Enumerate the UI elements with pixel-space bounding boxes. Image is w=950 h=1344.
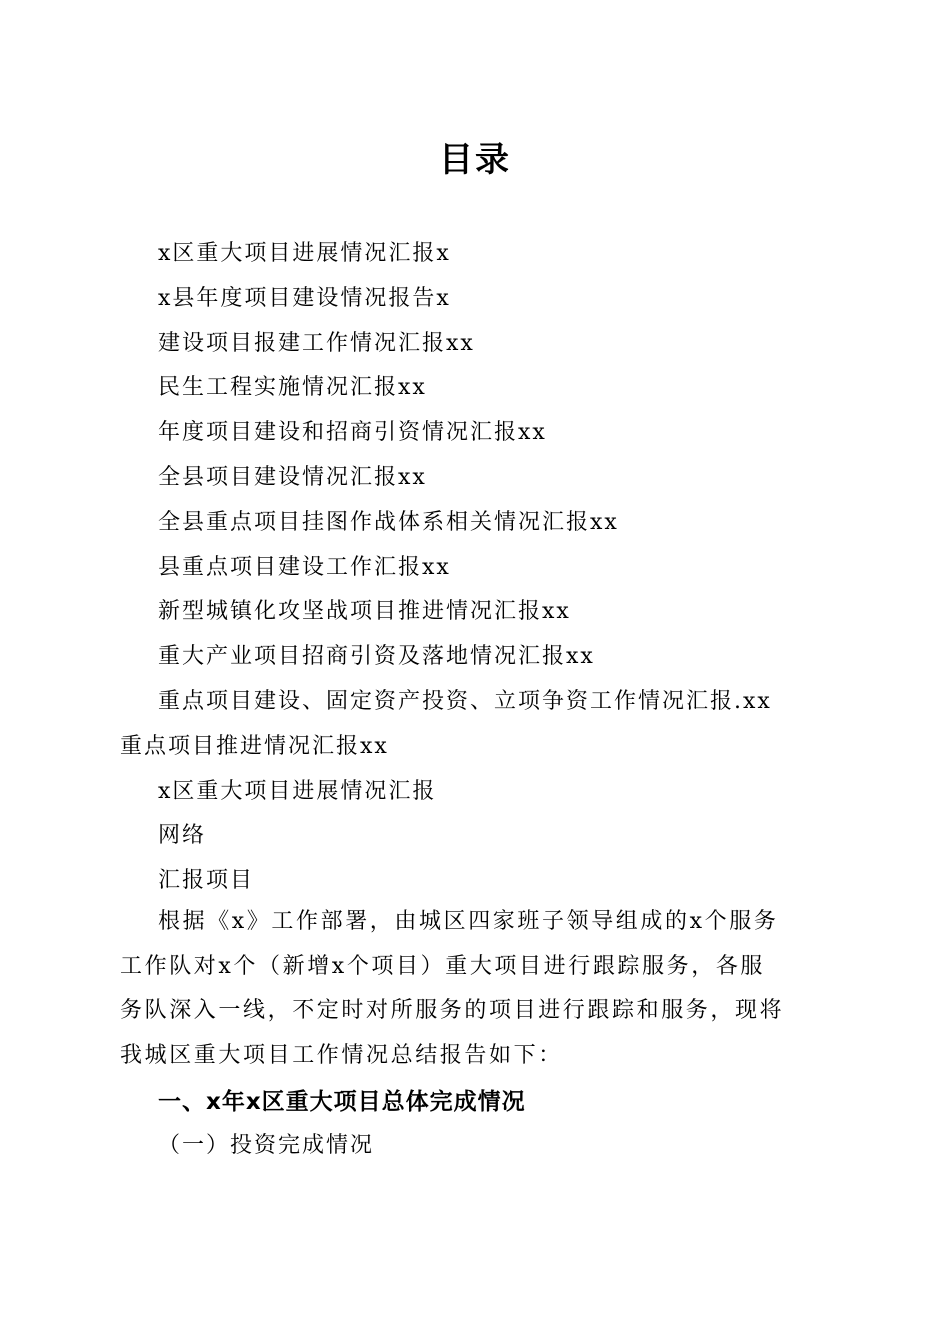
toc-entry: 重点项目建设、固定资产投资、立项争资工作情况汇报.xx xyxy=(158,688,772,714)
toc-entry: 民生工程实施情况汇报xx xyxy=(158,375,427,401)
toc-entry: x区重大项目进展情况汇报 xyxy=(158,778,437,804)
toc-entry: 全县重点项目挂图作战体系相关情况汇报xx xyxy=(158,509,619,535)
toc-entry: 县重点项目建设工作汇报xx xyxy=(158,554,451,580)
section-heading: 一、x年x区重大项目总体完成情况 xyxy=(158,1089,526,1115)
toc-entry: 建设项目报建工作情况汇报xx xyxy=(158,330,475,356)
toc-entry: 新型城镇化攻坚战项目推进情况汇报xx xyxy=(158,599,571,625)
toc-entry: x县年度项目建设情况报告x xyxy=(158,285,451,311)
paragraph-line: 我城区重大项目工作情况总结报告如下： xyxy=(120,1042,563,1068)
toc-entry: 汇报项目 xyxy=(158,868,255,894)
toc-entry: x区重大项目进展情况汇报x xyxy=(158,241,451,266)
toc-entry: 全县项目建设情况汇报xx xyxy=(158,464,427,490)
paragraph-line: 工作队对x个（新增x个项目）重大项目进行跟踪服务，各服 xyxy=(120,953,766,979)
paragraph-line: 根据《x》工作部署，由城区四家班子领导组成的x个服务 xyxy=(158,909,779,934)
page-title: 目录 xyxy=(439,140,511,180)
toc-entry: 网络 xyxy=(158,823,207,849)
subsection-heading: （一）投资完成情况 xyxy=(158,1133,375,1158)
toc-entry: 重大产业项目招商引资及落地情况汇报xx xyxy=(158,644,595,670)
paragraph-line: 务队深入一线，不定时对所服务的项目进行跟踪和服务，现将 xyxy=(120,998,785,1023)
toc-entry: 年度项目建设和招商引资情况汇报xx xyxy=(158,420,547,446)
toc-entry: 重点项目推进情况汇报xx xyxy=(120,733,389,759)
table-of-contents xyxy=(120,232,840,904)
body-paragraph xyxy=(120,900,832,1078)
